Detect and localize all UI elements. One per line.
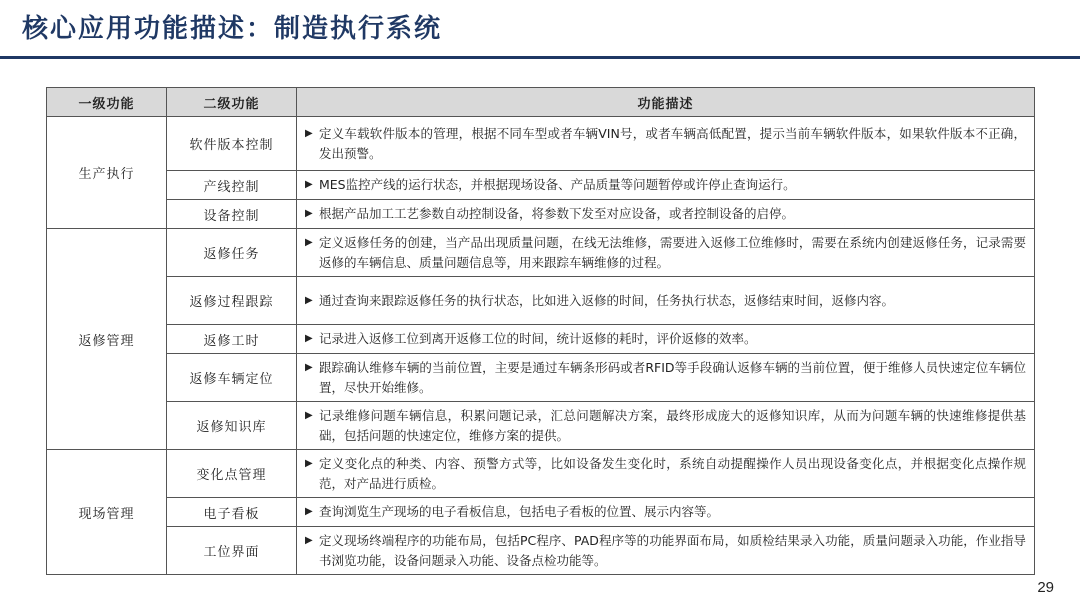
table-row: [47, 450, 1035, 498]
header-level2: 二级功能: [167, 88, 297, 117]
function-table: [46, 87, 1035, 575]
table-row: [47, 200, 1035, 229]
description-text: 查询浏览生产现场的电子看板信息，包括电子看板的位置、展示内容等。: [319, 504, 720, 519]
level2-cell: 返修过程跟踪: [167, 277, 297, 325]
title-divider: [0, 56, 1080, 59]
level2-cell: 返修车辆定位: [167, 354, 297, 402]
description-cell: [297, 402, 1035, 450]
table-row: [47, 402, 1035, 450]
level1-cell: 生产执行: [47, 117, 167, 229]
level2-cell: 工位界面: [167, 527, 297, 575]
level2-cell: 软件版本控制: [167, 117, 297, 171]
description-text: 定义车载软件版本的管理，根据不同车型或者车辆VIN号，或者车辆高低配置，提示当前车辆软件版本，如果软件版本不正确，发出预警。: [319, 125, 1026, 161]
bullet-icon: ▶: [305, 534, 313, 546]
description-cell: [297, 229, 1035, 277]
table-row: [47, 354, 1035, 402]
level2-cell: 电子看板: [167, 498, 297, 527]
level2-cell: 返修知识库: [167, 402, 297, 450]
level1-cell: 返修管理: [47, 229, 167, 450]
table-row: [47, 527, 1035, 575]
bullet-icon: ▶: [305, 333, 313, 344]
description-cell: [297, 277, 1035, 325]
table-row: [47, 171, 1035, 200]
table-row: [47, 117, 1035, 171]
description-cell: [297, 498, 1035, 527]
description-text: 根据产品加工工艺参数自动控制设备，将参数下发至对应设备，或者控制设备的启停。: [319, 206, 795, 221]
table-row: [47, 229, 1035, 277]
description-text: MES监控产线的运行状态，并根据现场设备、产品质量等问题暂停或许停止查询运行。: [319, 177, 796, 192]
bullet-icon: ▶: [305, 294, 313, 306]
page-title: 核心应用功能描述：制造执行系统: [22, 14, 443, 44]
table-row: [47, 498, 1035, 527]
bullet-icon: ▶: [305, 236, 313, 248]
level2-cell: 返修任务: [167, 229, 297, 277]
description-cell: [297, 171, 1035, 200]
bullet-icon: ▶: [305, 506, 313, 517]
header-level1: 一级功能: [47, 88, 167, 117]
bullet-icon: ▶: [305, 409, 313, 421]
description-text: 定义变化点的种类、内容、预警方式等，比如设备发生变化时，系统自动提醒操作人员出现设备变化点，并根据变化点操作规范，对产品进行质检。: [319, 455, 1026, 491]
level1-cell: 现场管理: [47, 450, 167, 575]
table-header-row: [47, 88, 1035, 117]
description-text: 通过查询来跟踪返修任务的执行状态，比如进入返修的时间，任务执行状态，返修结束时间，返修内容。: [319, 292, 895, 308]
bullet-icon: ▶: [305, 361, 313, 373]
level2-cell: 返修工时: [167, 325, 297, 354]
page-number: 29: [1037, 579, 1054, 596]
level2-cell: 设备控制: [167, 200, 297, 229]
description-text: 记录维修问题车辆信息，积累问题记录，汇总问题解决方案，最终形成庞大的返修知识库，从而为问题车辆的快速维修提供基础，包括问题的快速定位，维修方案的提供。: [319, 407, 1026, 443]
bullet-icon: ▶: [305, 127, 313, 139]
description-cell: [297, 325, 1035, 354]
description-cell: [297, 450, 1035, 498]
header-description: 功能描述: [297, 88, 1035, 117]
description-cell: [297, 200, 1035, 229]
description-text: 定义返修任务的创建，当产品出现质量问题，在线无法维修，需要进入返修工位维修时，需要在系统内创建返修任务，记录需要返修的车辆信息、质量问题信息等，用来跟踪车辆维修的过程。: [319, 234, 1026, 270]
description-cell: [297, 354, 1035, 402]
description-text: 定义现场终端程序的功能布局，包括PC程序、PAD程序等的功能界面布局，如质检结果录入功能，质量问题录入功能，作业指导书浏览功能，设备问题录入功能、设备点检功能等。: [319, 532, 1026, 568]
description-cell: [297, 117, 1035, 171]
description-text: 跟踪确认维修车辆的当前位置，主要是通过车辆条形码或者RFID等手段确认返修车辆的当前位置，便于维修人员快速定位车辆位置，尽快开始维修。: [319, 359, 1026, 395]
description-text: 记录进入返修工位到离开返修工位的时间，统计返修的耗时，评价返修的效率。: [319, 331, 757, 346]
level2-cell: 产线控制: [167, 171, 297, 200]
bullet-icon: ▶: [305, 457, 313, 469]
bullet-icon: ▶: [305, 179, 313, 190]
level2-cell: 变化点管理: [167, 450, 297, 498]
bullet-icon: ▶: [305, 208, 313, 219]
description-cell: [297, 527, 1035, 575]
table-row: [47, 277, 1035, 325]
table-row: [47, 325, 1035, 354]
